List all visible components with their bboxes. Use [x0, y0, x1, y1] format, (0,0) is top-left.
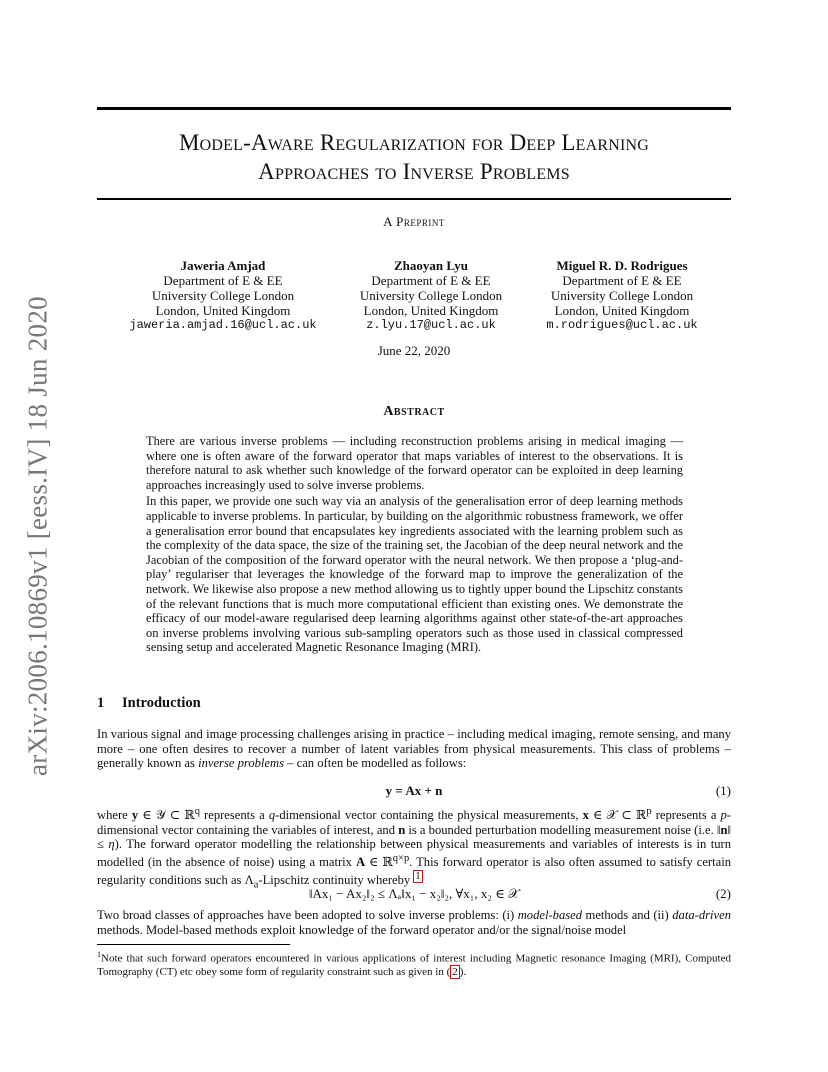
author-university: University College London	[550, 288, 694, 303]
equation-expression: y = Ax + n	[385, 783, 443, 798]
title-line-2: Approaches to Inverse Problems	[258, 159, 570, 184]
author-block	[97, 258, 731, 338]
author-name: Miguel R. D. Rodrigues	[556, 258, 688, 273]
author-3	[512, 258, 732, 333]
section-heading	[97, 695, 201, 712]
author-location: London, United Kingdom	[554, 303, 690, 318]
intro-paragraph-1: In various signal and image processing challenges arising in practice – including medical imaging, remote sensing, and many more – one often desires to recover a number of latent variables from physical measurements. This class of problems – generally known as inverse problems – can often be modelled as follows:	[97, 727, 731, 771]
footnote: $^1$Note that such forward operators encountered in various applications of interest including Magnetic resonance Imaging (MRI), Computed Tomography (CT) etc obey some form of regularity constraint such as given in ( 2 ).	[97, 950, 731, 978]
author-university: University College London	[151, 288, 295, 303]
paper-title	[97, 128, 731, 186]
author-department: Department of E & EE	[562, 273, 682, 288]
author-name: Zhaoyan Lyu	[393, 258, 469, 273]
section-number: 1	[97, 695, 105, 711]
section-title: Introduction	[122, 695, 201, 711]
author-department: Department of E & EE	[163, 273, 283, 288]
equation-number: (2)	[715, 886, 731, 901]
author-university: University College London	[359, 288, 503, 303]
author-location: London, United Kingdom	[155, 303, 291, 318]
author-email: m.rodrigues@ucl.ac.uk	[546, 318, 698, 332]
equation-number: (1)	[715, 783, 731, 798]
abstract-paragraph: There are various inverse problems — including reconstruction problems arising in medical imaging — where one is often aware of the forward operator that maps variables of interest to the observations. It is therefore natural to ask whether such knowledge of the forward operator can be exploited in deep learning approaches increasingly used to solve inverse problems.	[146, 434, 683, 492]
author-1	[113, 258, 333, 333]
author-2	[321, 258, 541, 333]
equation-expression: ‖Ax₁ − Ax₂‖₂ ≤ Λₐ‖x₁ − x₂‖₂, ∀x₁, x₂ ∈ 𝒳	[308, 886, 520, 901]
intro-paragraph-3: Two broad classes of approaches have been adopted to solve inverse problems: (i) model-based methods and (ii) data-driven methods. Model-based methods exploit knowledge of the forward operator and/or the signal/noise model	[97, 908, 731, 937]
author-email: z.lyu.17@ucl.ac.uk	[366, 318, 496, 332]
paper-date: June 22, 2020	[377, 343, 451, 358]
title-line-1: Model-Aware Regularization for Deep Learning	[178, 130, 650, 155]
top-rule	[97, 107, 731, 110]
arxiv-stamp: arXiv:2006.10869v1 [eess.IV] 18 Jun 2020	[22, 296, 53, 776]
author-location: London, United Kingdom	[363, 303, 499, 318]
abstract-body	[146, 434, 683, 657]
author-email: jaweria.amjad.16@ucl.ac.uk	[129, 318, 317, 332]
abstract-heading: Abstract	[383, 404, 445, 419]
author-department: Department of E & EE	[371, 273, 491, 288]
footnote-rule	[97, 944, 290, 945]
footnote-mark[interactable]: 1	[415, 870, 421, 882]
intro-paragraph-2: where y ∈ 𝒴 ⊂ ℝ$^q$ represents a q-dimensional vector containing the physical measurements, x ∈ 𝒳 ⊂ ℝ$^p$ represents a p-dimensional vector containing the variables of interest, and n is a bounded perturbation modelling measurement noise (i.e. ‖n‖ ≤ η). The forward operator modelling the relationship between physical measurements and variables of interests is in turn modelled (in the absence of noise) using a matrix A ∈ ℝ$^{q\times p}$. This forward operator is also often assumed to satisfy certain regularity conditions such as $\Lambda_a$-Lipschitz continuity whereby $^1$	[97, 806, 732, 891]
footnote-equation-ref[interactable]: 2	[452, 965, 458, 978]
preprint-label: A Preprint	[383, 214, 445, 229]
abstract-paragraph: In this paper, we provide one such way via an analysis of the generalisation error of deep learning methods applicable to inverse problems. In particular, by building on the algorithmic robustness framework, we offer a generalisation error bound that encapsulates key ingredients associated with the learning problem such as the complexity of the data space, the size of the training set, the Jacobian of the deep neural network and the Jacobian of the composition of the forward operator with the neural network. We then propose a ‘plug-and-play’ regulariser that leverages the knowledge of the forward map to improve the generalization of the network. We likewise also propose a new method allowing us to tightly upper bound the Lipschitz constants of the relevant functions that is much more computational efficient than existing ones. We demonstrate the efficacy of our model-aware regularised deep learning algorithms against other state-of-the-art approaches on inverse problems involving various sub-sampling operators such as those used in classical compressed sensing setup and accelerated Magnetic Resonance Imaging (MRI).	[146, 494, 683, 655]
author-name: Jaweria Amjad	[180, 258, 266, 273]
bottom-title-rule	[97, 198, 731, 200]
